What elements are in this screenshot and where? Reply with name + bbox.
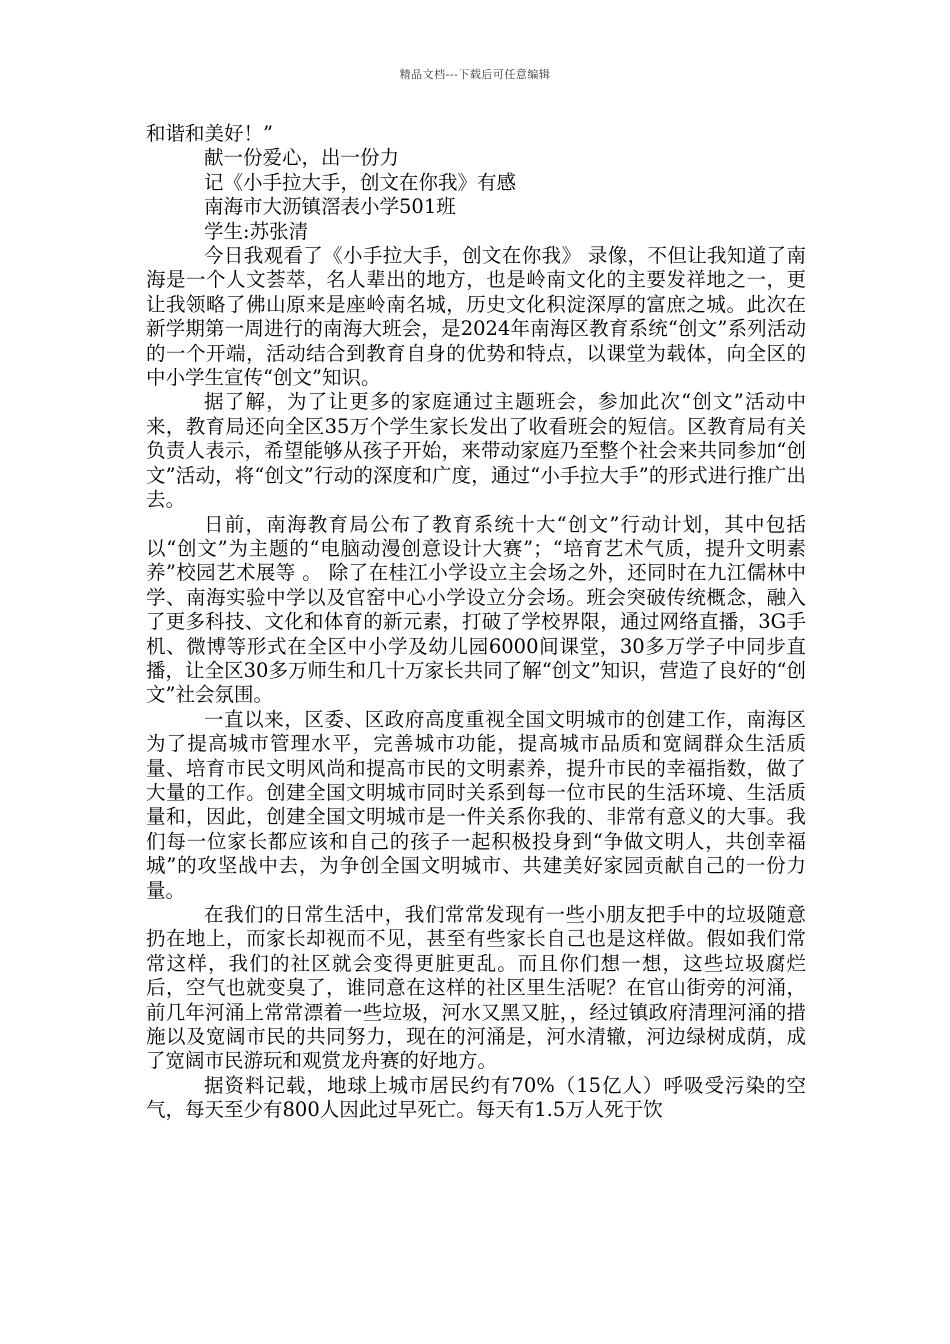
paragraph: 据资料记载，地球上城市居民约有70%（15亿人）呼吸受污染的空气，每天至少有800人因此过早死亡。每天有1.5万人死于饮: [146, 1073, 806, 1122]
paragraph: 今日我观看了《小手拉大手，创文在你我》 录像，不但让我知道了南海是一个人文荟萃，名人辈出的地方，也是岭南文化的主要发祥地之一，更让我领略了佛山原来是座岭南名城，历史文化积淀深厚的富庶之城。此次在新学期第一周进行的南海大班会，是2024年南海区教育系统“创文”系列活动的一个开端，活动结合到教育自身的优势和特点，以课堂为载体，向全区的中小学生宣传“创文”知识。: [146, 244, 806, 390]
paragraph: 一直以来，区委、区政府高度重视全国文明城市的创建工作，南海区为了提高城市管理水平，完善城市功能，提高城市品质和宽阔群众生活质量、培育市民文明风尚和提高市民的文明素养，提升市民的幸福指数，做了大量的工作。创建全国文明城市同时关系到每一位市民的生活环境、生活质量和，因此，创建全国文明城市是一件关系你我的、非常有意义的大事。我们每一位家长都应该和自己的孩子一起积极投身到“争做文明人，共创幸福城”的攻坚战中去，为争创全国文明城市、共建美好家园贡献自己的一份力量。: [146, 707, 806, 902]
author-line: 学生:苏张清: [204, 219, 309, 243]
essay-title: 献一份爱心，出一份力: [204, 146, 400, 170]
paragraph: 日前，南海教育局公布了教育系统十大“创文”行动计划，其中包括以“创文”为主题的“电脑动漫创意设计大赛”；“培育艺术气质，提升文明素养”校园艺术展等 。 除了在桂江小学设立主会场之外，还同时在九江儒林中学、南海实验中学以及官窑中心小学设立分会场。班会突破传统概念，融入了更多科技、文化和体育的新元素，打破了学校界限，通过网络直播，3G手机、微博等形式在全区中小学及幼儿园6000间课堂，30多万学子中同步直播，让全区30多万师生和几十万家长共同了解“创文”知识，营造了良好的“创文”社会氛围。: [146, 512, 806, 707]
page-header: 精品文档---下载后可任意编辑: [399, 68, 551, 81]
school-line: 南海市大沥镇滘表小学501班: [204, 195, 456, 219]
document-body: [146, 122, 806, 1123]
essay-subtitle: 记《小手拉大手，创文在你我》有感: [204, 170, 517, 194]
paragraph: 在我们的日常生活中，我们常常发现有一些小朋友把手中的垃圾随意扔在地上，而家长却视而不见，甚至有些家长自己也是这样做。假如我们常常这样，我们的社区就会变得更脏更乱。而且你们想一想，这些垃圾腐烂后，空气也就变臭了，谁同意在这样的社区里生活呢？在官山街旁的河涌，前几年河涌上常常漂着一些垃圾，河水又黑又脏，，经过镇政府清理河涌的措施以及宽阔市民的共同努力，现在的河涌是，河水清辙，河边绿树成荫，成了宽阔市民游玩和观赏龙舟赛的好地方。: [146, 903, 806, 1073]
paragraph: 据了解，为了让更多的家庭通过主题班会，参加此次“创文”活动中来，教育局还向全区35万个学生家长发出了收看班会的短信。区教育局有关负责人表示，希望能够从孩子开始，来带动家庭乃至整个社会来共同参加“创文”活动，将“创文”行动的深度和广度，通过“小手拉大手”的形式进行推广出去。: [146, 390, 806, 512]
opening-line: 和谐和美好！”: [146, 122, 273, 145]
